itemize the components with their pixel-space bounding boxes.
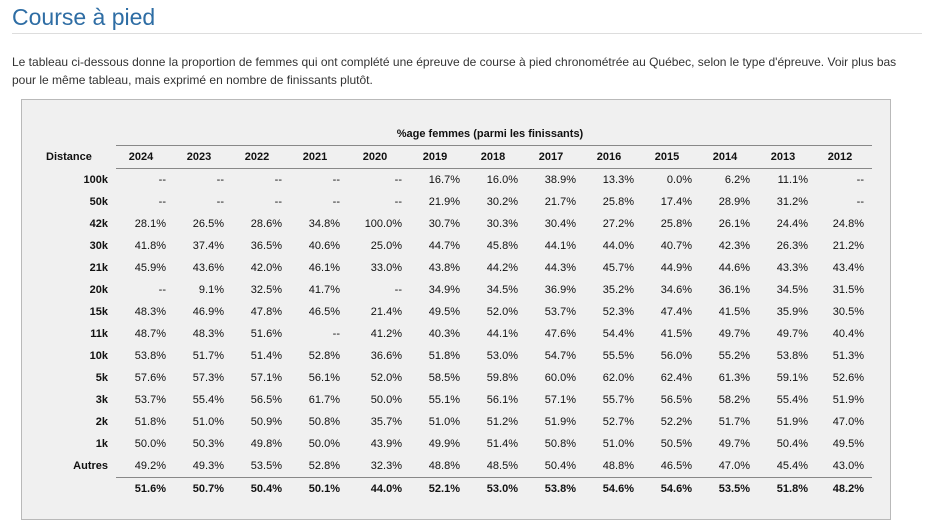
year-header-2017: 2017 — [526, 146, 584, 169]
total-cell: 54.6% — [584, 478, 642, 501]
table-cell: 51.9% — [776, 416, 808, 428]
table-cell: 43.4% — [832, 262, 864, 274]
table-cell: 44.1% — [486, 328, 518, 340]
table-cell: 57.3% — [192, 372, 224, 384]
table-cell: 50.3% — [192, 438, 224, 450]
table-cell: 54.7% — [544, 350, 576, 362]
table-cell: 49.3% — [192, 460, 224, 472]
table-cell: 55.2% — [718, 350, 750, 362]
table-cell: 48.5% — [486, 460, 518, 472]
table-cell: 16.7% — [428, 174, 460, 186]
table-cell: 47.0% — [718, 460, 750, 472]
year-header-2024: 2024 — [116, 146, 174, 169]
table-cell: 41.2% — [370, 328, 402, 340]
table-cell: 46.9% — [192, 306, 224, 318]
year-header-2020: 2020 — [348, 146, 410, 169]
total-row-label — [46, 478, 116, 501]
table-cell: -- — [332, 196, 340, 208]
row-label: 21k — [89, 262, 108, 274]
table-cell: 57.6% — [134, 372, 166, 384]
table-cell: 55.4% — [192, 394, 224, 406]
year-header-2013: 2013 — [758, 146, 816, 169]
table-row — [46, 235, 872, 257]
table-cell: 40.4% — [832, 328, 864, 340]
table-cell: 25.8% — [602, 196, 634, 208]
table-row — [46, 191, 872, 213]
table-cell: 34.6% — [660, 284, 692, 296]
row-label: 30k — [89, 240, 108, 252]
table-body — [46, 169, 872, 501]
distance-column-header: Distance — [46, 151, 92, 163]
row-label: 10k — [89, 350, 108, 362]
table-cell: 9.1% — [198, 284, 224, 296]
table-cell: 26.3% — [776, 240, 808, 252]
page-title: Course à pied — [12, 4, 156, 30]
year-header-2022: 2022 — [232, 146, 290, 169]
table-cell: 41.8% — [134, 240, 166, 252]
table-cell: 24.8% — [832, 218, 864, 230]
table-cell: 44.1% — [544, 240, 576, 252]
table-cell: 51.8% — [134, 416, 166, 428]
table-cell: 55.4% — [776, 394, 808, 406]
table-cell: 30.3% — [486, 218, 518, 230]
row-label: 1k — [95, 438, 108, 450]
table-cell: 58.2% — [718, 394, 750, 406]
table-cell: 45.9% — [134, 262, 166, 274]
table-cell: 55.1% — [428, 394, 460, 406]
table-cell: 6.2% — [724, 174, 750, 186]
table-cell: 40.6% — [308, 240, 340, 252]
table-cell: 56.5% — [250, 394, 282, 406]
year-header-2023: 2023 — [174, 146, 232, 169]
table-cell: 49.7% — [718, 438, 750, 450]
table-cell: 25.0% — [370, 240, 402, 252]
table-cell: 31.5% — [832, 284, 864, 296]
table-cell: 51.9% — [544, 416, 576, 428]
table-panel — [21, 99, 891, 520]
table-cell: 36.5% — [250, 240, 282, 252]
table-cell: 36.6% — [370, 350, 402, 362]
table-cell: 49.7% — [718, 328, 750, 340]
table-cell: 0.0% — [666, 174, 692, 186]
total-cell: 53.5% — [700, 478, 758, 501]
table-cell: 34.8% — [308, 218, 340, 230]
row-label: Autres — [73, 460, 108, 473]
table-cell: 42.3% — [718, 240, 750, 252]
table-cell: 55.7% — [602, 394, 634, 406]
table-cell: 52.6% — [832, 372, 864, 384]
table-cell: 31.2% — [776, 196, 808, 208]
total-cell: 44.0% — [348, 478, 410, 501]
table-cell: 62.4% — [660, 372, 692, 384]
table-cell: 51.7% — [718, 416, 750, 428]
table-cell: 50.4% — [544, 460, 576, 472]
table-cell: 26.5% — [192, 218, 224, 230]
table-row — [46, 455, 872, 478]
table-cell: 49.9% — [428, 438, 460, 450]
intro-paragraph: Le tableau ci-dessous donne la proportion de femmes qui ont complété une épreuve de course à pied chronométrée au Québec, selon le type d'épreuve. Voir plus bas pour le même tableau, mais exprimé en nombre de finissants plutôt. — [12, 55, 897, 87]
group-header-row — [46, 123, 872, 146]
table-cell: 25.8% — [660, 218, 692, 230]
table-cell: -- — [158, 284, 166, 296]
table-cell: 21.9% — [428, 196, 460, 208]
table-cell: 51.0% — [428, 416, 460, 428]
table-cell: 57.1% — [250, 372, 282, 384]
table-cell: 56.0% — [660, 350, 692, 362]
table-cell: 36.9% — [544, 284, 576, 296]
table-cell: 53.8% — [776, 350, 808, 362]
table-cell: 46.5% — [660, 460, 692, 472]
table-cell: 48.3% — [134, 306, 166, 318]
table-cell: 49.7% — [776, 328, 808, 340]
table-cell: -- — [856, 174, 864, 186]
table-cell: 50.9% — [250, 416, 282, 428]
table-cell: -- — [158, 196, 166, 208]
table-cell: 61.7% — [308, 394, 340, 406]
table-cell: 56.5% — [660, 394, 692, 406]
table-row — [46, 411, 872, 433]
table-cell: 52.0% — [370, 372, 402, 384]
total-cell: 50.4% — [232, 478, 290, 501]
table-cell: 33.0% — [370, 262, 402, 274]
table-cell: 30.4% — [544, 218, 576, 230]
table-cell: 48.7% — [134, 328, 166, 340]
table-row — [46, 389, 872, 411]
table-row — [46, 345, 872, 367]
table-cell: 53.0% — [486, 350, 518, 362]
table-cell: 50.0% — [308, 438, 340, 450]
row-label: 5k — [95, 372, 108, 384]
total-cell: 52.1% — [410, 478, 468, 501]
table-cell: 53.5% — [250, 460, 282, 472]
table-cell: 32.3% — [370, 460, 402, 472]
year-header-2019: 2019 — [410, 146, 468, 169]
table-cell: 45.8% — [486, 240, 518, 252]
group-header-spacer — [46, 123, 116, 146]
table-cell: 47.6% — [544, 328, 576, 340]
table-cell: 43.8% — [428, 262, 460, 274]
total-cell: 53.0% — [468, 478, 526, 501]
row-label: 3k — [95, 394, 108, 406]
table-cell: 37.4% — [192, 240, 224, 252]
total-cell: 48.2% — [816, 478, 872, 501]
table-cell: 28.6% — [250, 218, 282, 230]
table-cell: 30.5% — [832, 306, 864, 318]
table-cell: 61.3% — [718, 372, 750, 384]
table-cell: 21.4% — [370, 306, 402, 318]
table-cell: 44.3% — [544, 262, 576, 274]
table-cell: 35.2% — [602, 284, 634, 296]
title-divider — [12, 33, 922, 34]
table-cell: 50.5% — [660, 438, 692, 450]
table-cell: 21.2% — [832, 240, 864, 252]
row-label: 11k — [90, 328, 108, 340]
table-cell: 34.9% — [428, 284, 460, 296]
table-cell: 62.0% — [602, 372, 634, 384]
table-cell: -- — [394, 174, 402, 186]
table-cell: 51.2% — [486, 416, 518, 428]
table-cell: 28.9% — [718, 196, 750, 208]
table-cell: 100.0% — [364, 218, 402, 230]
table-cell: 27.2% — [602, 218, 634, 230]
table-cell: 51.9% — [832, 394, 864, 406]
year-header-2012: 2012 — [816, 146, 872, 169]
table-cell: 11.1% — [777, 174, 808, 186]
table-cell: 24.4% — [776, 218, 808, 230]
row-label: 20k — [89, 284, 108, 296]
table-cell: 43.9% — [370, 438, 402, 450]
table-cell: 56.1% — [308, 372, 340, 384]
table-cell: 47.0% — [832, 416, 864, 428]
table-cell: 41.7% — [308, 284, 340, 296]
table-cell: 52.8% — [308, 350, 340, 362]
total-cell: 50.1% — [290, 478, 348, 501]
table-cell: 40.7% — [660, 240, 692, 252]
row-label: 15k — [89, 306, 108, 318]
table-cell: 30.7% — [428, 218, 460, 230]
table-cell: 42.0% — [250, 262, 282, 274]
table-cell: -- — [394, 196, 402, 208]
table-cell: 46.5% — [308, 306, 340, 318]
table-cell: 51.0% — [602, 438, 634, 450]
table-cell: 50.0% — [134, 438, 166, 450]
table-cell: -- — [394, 284, 402, 296]
table-cell: 52.8% — [308, 460, 340, 472]
table-row — [46, 279, 872, 301]
women-percentage-table — [46, 123, 872, 500]
table-cell: 49.2% — [134, 460, 166, 472]
row-label: 100k — [83, 173, 108, 186]
table-cell: 51.7% — [192, 350, 224, 362]
table-cell: 51.4% — [486, 438, 518, 450]
table-cell: 49.8% — [250, 438, 282, 450]
year-header-2021: 2021 — [290, 146, 348, 169]
table-cell: 52.2% — [660, 416, 692, 428]
year-header-2015: 2015 — [642, 146, 700, 169]
year-header-2018: 2018 — [468, 146, 526, 169]
row-label: 42k — [89, 218, 108, 230]
table-cell: 26.1% — [718, 218, 750, 230]
table-cell: 43.6% — [192, 262, 224, 274]
table-cell: -- — [332, 174, 340, 186]
table-cell: 50.0% — [370, 394, 402, 406]
table-cell: 51.8% — [428, 350, 460, 362]
table-cell: 40.3% — [428, 328, 460, 340]
table-cell: -- — [216, 174, 224, 186]
table-cell: 51.4% — [250, 350, 282, 362]
table-cell: 50.8% — [308, 416, 340, 428]
table-cell: 35.7% — [370, 416, 402, 428]
table-cell: 45.4% — [776, 460, 808, 472]
table-cell: 35.9% — [776, 306, 808, 318]
year-header-row — [46, 146, 872, 169]
table-cell: 44.6% — [718, 262, 750, 274]
table-row — [46, 433, 872, 455]
table-cell: 41.5% — [660, 328, 692, 340]
table-cell: 48.8% — [428, 460, 460, 472]
year-header-2016: 2016 — [584, 146, 642, 169]
row-label: 50k — [89, 196, 108, 208]
table-cell: 30.2% — [486, 196, 518, 208]
year-header-2014: 2014 — [700, 146, 758, 169]
table-cell: 48.3% — [192, 328, 224, 340]
table-cell: 36.1% — [718, 284, 750, 296]
table-row — [46, 169, 872, 192]
table-cell: 45.7% — [602, 262, 634, 274]
table-cell: -- — [216, 196, 224, 208]
table-cell: 34.5% — [486, 284, 518, 296]
table-cell: 51.3% — [832, 350, 864, 362]
table-cell: 59.1% — [776, 372, 808, 384]
table-cell: 52.0% — [486, 306, 518, 318]
table-cell: -- — [332, 328, 340, 340]
table-cell: 43.0% — [832, 460, 864, 472]
table-cell: 49.5% — [428, 306, 460, 318]
table-cell: 44.9% — [660, 262, 692, 274]
table-cell: 16.0% — [486, 174, 518, 186]
total-cell: 51.8% — [758, 478, 816, 501]
table-cell: 60.0% — [544, 372, 576, 384]
table-cell: 56.1% — [486, 394, 518, 406]
row-label: 2k — [95, 416, 108, 428]
table-cell: 49.5% — [832, 438, 864, 450]
table-cell: 48.8% — [602, 460, 634, 472]
table-cell: 53.7% — [134, 394, 166, 406]
table-cell: -- — [158, 174, 166, 186]
group-header: %age femmes (parmi les finissants) — [116, 123, 872, 146]
total-cell: 50.7% — [174, 478, 232, 501]
table-cell: 41.5% — [718, 306, 750, 318]
table-cell: 58.5% — [428, 372, 460, 384]
table-cell: 52.3% — [602, 306, 634, 318]
total-row — [46, 478, 872, 501]
table-cell: -- — [274, 174, 282, 186]
table-cell: 51.0% — [192, 416, 224, 428]
table-cell: 44.2% — [486, 262, 518, 274]
table-cell: 32.5% — [250, 284, 282, 296]
table-cell: 55.5% — [602, 350, 634, 362]
table-row — [46, 213, 872, 235]
table-cell: -- — [856, 196, 864, 208]
table-cell: 54.4% — [602, 328, 634, 340]
total-cell: 54.6% — [642, 478, 700, 501]
table-cell: 50.8% — [544, 438, 576, 450]
table-row — [46, 323, 872, 345]
table-cell: 59.8% — [486, 372, 518, 384]
table-cell: 44.7% — [428, 240, 460, 252]
table-row — [46, 367, 872, 389]
table-cell: 51.6% — [250, 328, 282, 340]
table-cell: 43.3% — [776, 262, 808, 274]
table-cell: 13.3% — [602, 174, 634, 186]
table-cell: 34.5% — [776, 284, 808, 296]
table-cell: 50.4% — [776, 438, 808, 450]
table-cell: 44.0% — [602, 240, 634, 252]
total-cell: 53.8% — [526, 478, 584, 501]
table-cell: 53.7% — [544, 306, 576, 318]
table-cell: 17.4% — [660, 196, 692, 208]
table-cell: 47.8% — [250, 306, 282, 318]
table-cell: 21.7% — [544, 196, 576, 208]
table-cell: 47.4% — [660, 306, 692, 318]
table-cell: -- — [274, 196, 282, 208]
table-cell: 46.1% — [308, 262, 340, 274]
table-cell: 53.8% — [134, 350, 166, 362]
total-cell: 51.6% — [116, 478, 174, 501]
table-row — [46, 257, 872, 279]
table-cell: 57.1% — [544, 394, 576, 406]
table-cell: 28.1% — [134, 218, 166, 230]
table-row — [46, 301, 872, 323]
table-cell: 38.9% — [544, 174, 576, 186]
table-cell: 52.7% — [602, 416, 634, 428]
